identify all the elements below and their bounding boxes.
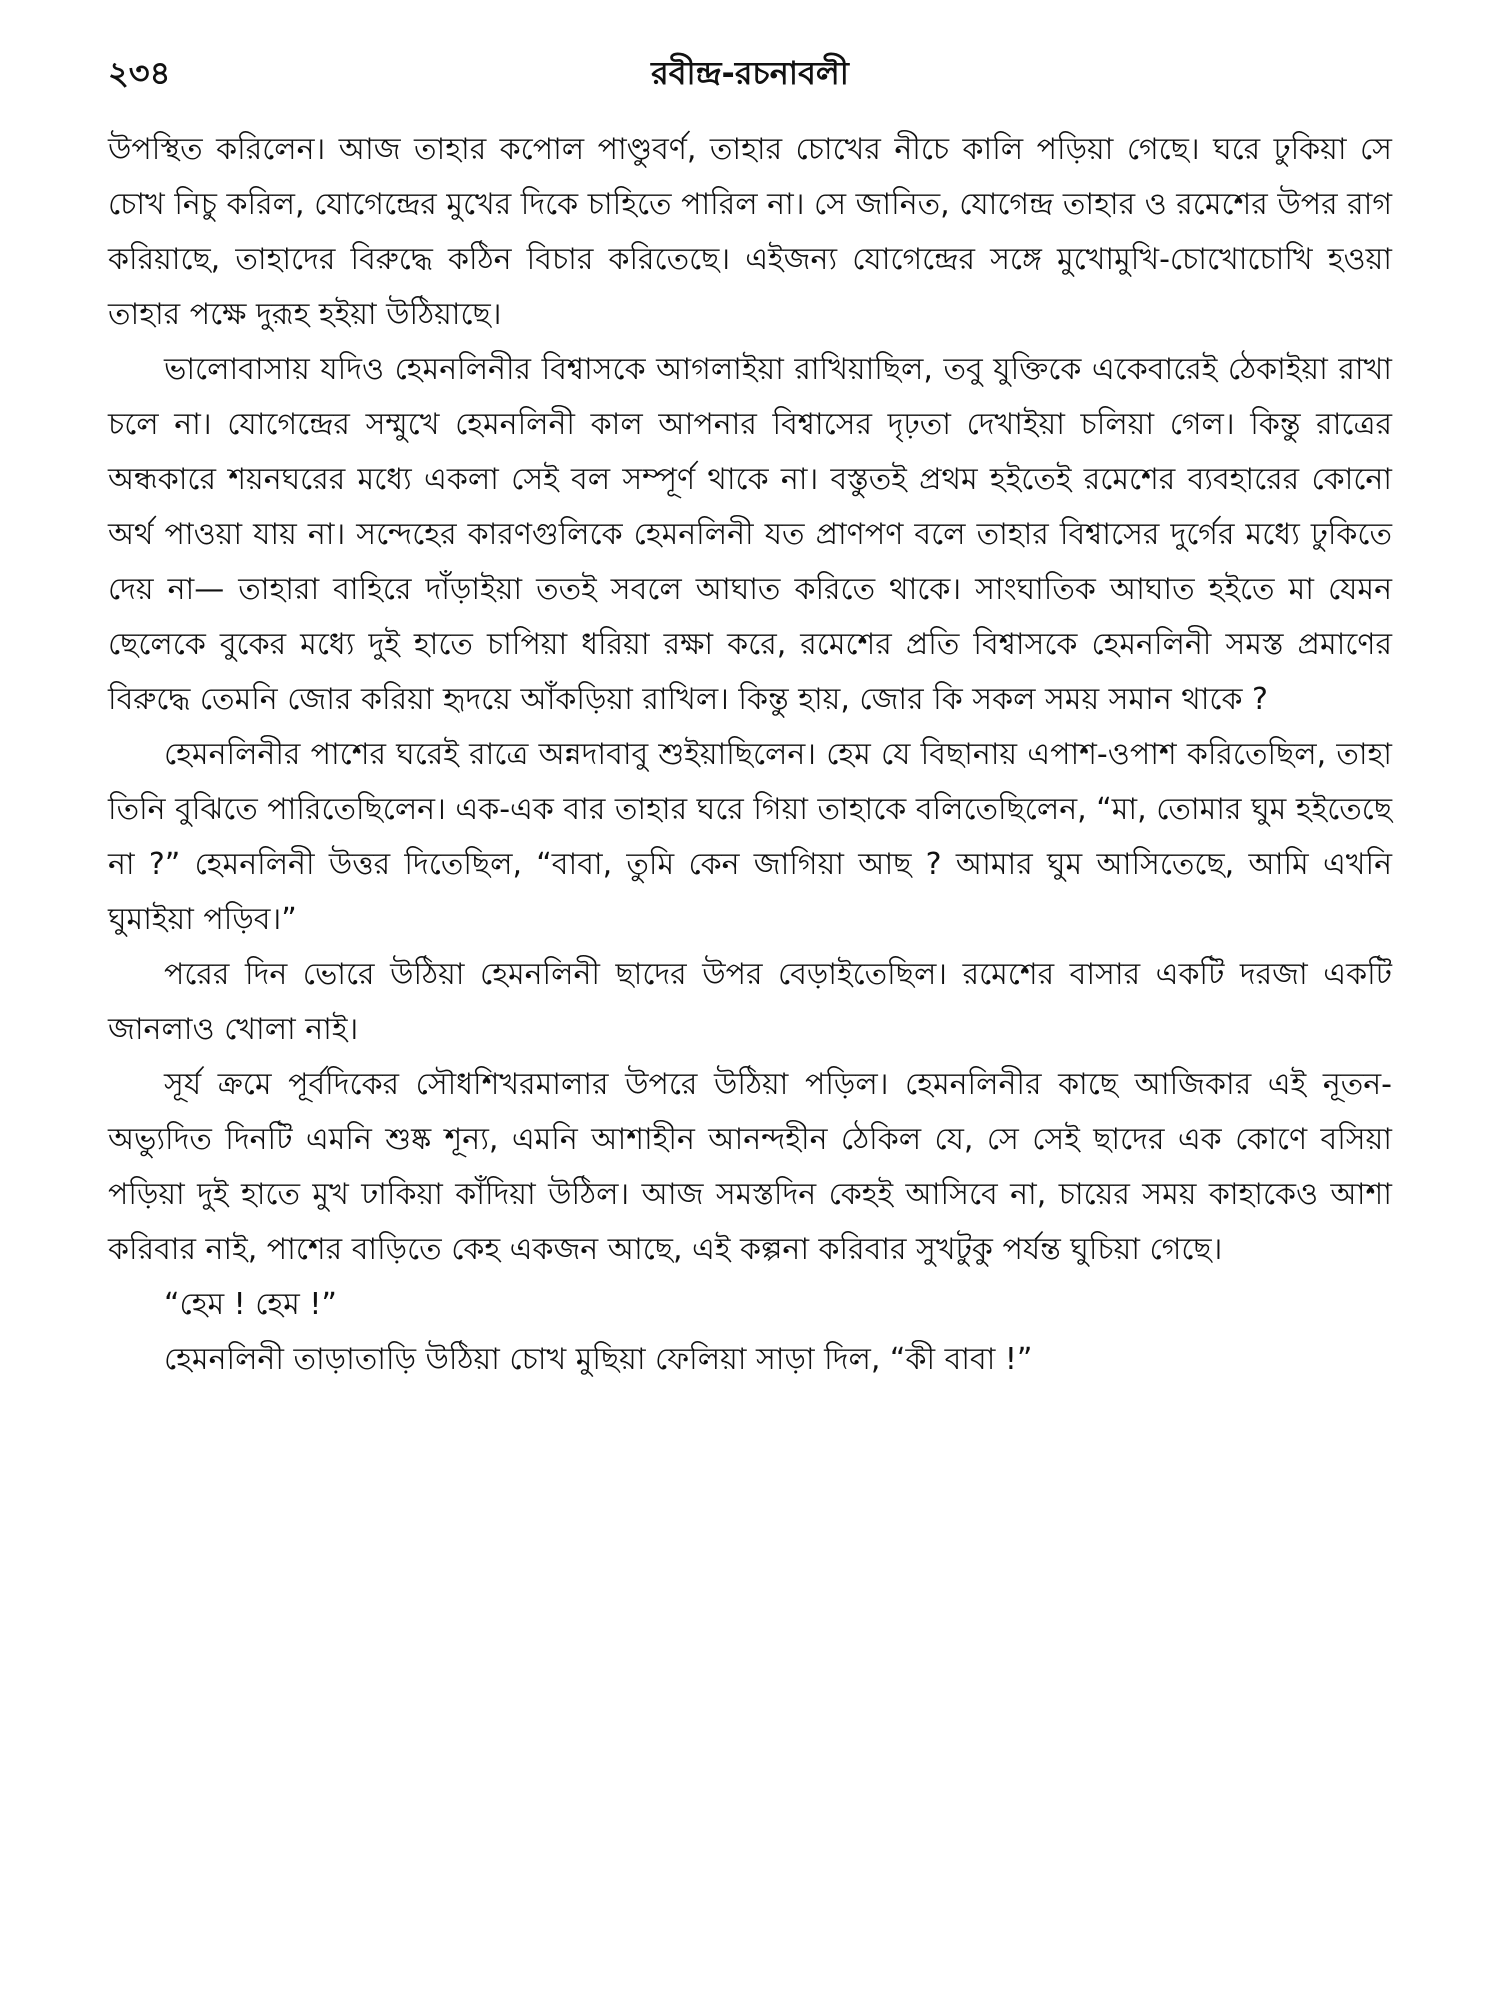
paragraph: পরের দিন ভোরে উঠিয়া হেমনলিনী ছাদের উপর বেড়াইতেছিল। রমেশের বাসার একটি দরজা একটি জানলাও খোলা নাই। bbox=[108, 957, 1392, 1047]
paragraph-continuation: উপস্থিত করিলেন। আজ তাহার কপোল পাণ্ডুবর্ণ, তাহার চোখের নীচে কালি পড়িয়া গেছে। ঘরে ঢুকিয়া সে চোখ নিচু করিল, যোগেন্দ্রের মুখের দিকে চাহিতে পারিল না। সে জানিত, যোগেন্দ্র তাহার ও রমেশের উপর রাগ করিয়াছে, তাহাদের বিরুদ্ধে কঠিন বিচার করিতেছে। এইজন্য যোগেন্দ্রের সঙ্গে মুখোমুখি-চোখোচোখি হওয়া তাহার পক্ষে দুরূহ হইয়া উঠিয়াছে। bbox=[108, 132, 1392, 332]
running-title: রবীন্দ্র-রচনাবলী bbox=[651, 54, 849, 92]
page-number: ২৩৪ bbox=[108, 54, 171, 92]
paragraph: সূর্য ক্রমে পূর্বদিকের সৌধশিখরমালার উপরে উঠিয়া পড়িল। হেমনলিনীর কাছে আজিকার এই নূতন-অভ্যুদিত দিনটি এমনি শুষ্ক শূন্য, এমনি আশাহীন আনন্দহীন ঠেকিল যে, সে সেই ছাদের এক কোণে বসিয়া পড়িয়া দুই হাতে মুখ ঢাকিয়া কাঁদিয়া উঠিল। আজ সমস্তদিন কেহই আসিবে না, চায়ের সময় কাহাকেও আশা করিবার নাই, পাশের বাড়িতে কেহ একজন আছে, এই কল্পনা করিবার সুখটুকু পর্যন্ত ঘুচিয়া গেছে। bbox=[108, 1067, 1392, 1267]
dialogue-line: “হেম ! হেম !” bbox=[164, 1287, 337, 1322]
paragraph: ভালোবাসায় যদিও হেমনলিনীর বিশ্বাসকে আগলাইয়া রাখিয়াছিল, তবু যুক্তিকে একেবারেই ঠেকাইয়া রাখা চলে না। যোগেন্দ্রের সম্মুখে হেমনলিনী কাল আপনার বিশ্বাসের দৃঢ়তা দেখাইয়া চলিয়া গেল। কিন্তু রাত্রের অন্ধকারে শয়নঘরের মধ্যে একলা সেই বল সম্পূর্ণ থাকে না। বস্তুতই প্রথম হইতেই রমেশের ব্যবহারের কোনো অর্থ পাওয়া যায় না। সন্দেহের কারণগুলিকে হেমনলিনী যত প্রাণপণ বলে তাহার বিশ্বাসের দুর্গের মধ্যে ঢুকিতে দেয় না— তাহারা বাহিরে দাঁড়াইয়া ততই সবলে আঘাত করিতে থাকে। সাংঘাতিক আঘাত হইতে মা যেমন ছেলেকে বুকের মধ্যে দুই হাতে চাপিয়া ধরিয়া রক্ষা করে, রমেশের প্রতি বিশ্বাসকে হেমনলিনী সমস্ত প্রমাণের বিরুদ্ধে তেমনি জোর করিয়া হৃদয়ে আঁকড়িয়া রাখিল। কিন্তু হায়, জোর কি সকল সময় সমান থাকে ? bbox=[108, 352, 1392, 717]
paragraph: হেমনলিনী তাড়াতাড়ি উঠিয়া চোখ মুছিয়া ফেলিয়া সাড়া দিল, “কী বাবা !” bbox=[164, 1342, 1033, 1377]
book-page bbox=[108, 48, 1392, 1968]
paragraph: হেমনলিনীর পাশের ঘরেই রাত্রে অন্নদাবাবু শুইয়াছিলেন। হেম যে বিছানায় এপাশ-ওপাশ করিতেছিল, তাহা তিনি বুঝিতে পারিতেছিলেন। এক-এক বার তাহার ঘরে গিয়া তাহাকে বলিতেছিলেন, “মা, তোমার ঘুম হইতেছে না ?” হেমনলিনী উত্তর দিতেছিল, “বাবা, তুমি কেন জাগিয়া আছ ? আমার ঘুম আসিতেছে, আমি এখনি ঘুমাইয়া পড়িব।” bbox=[108, 737, 1392, 937]
page-header bbox=[108, 48, 1392, 98]
body-text bbox=[108, 122, 1392, 1387]
